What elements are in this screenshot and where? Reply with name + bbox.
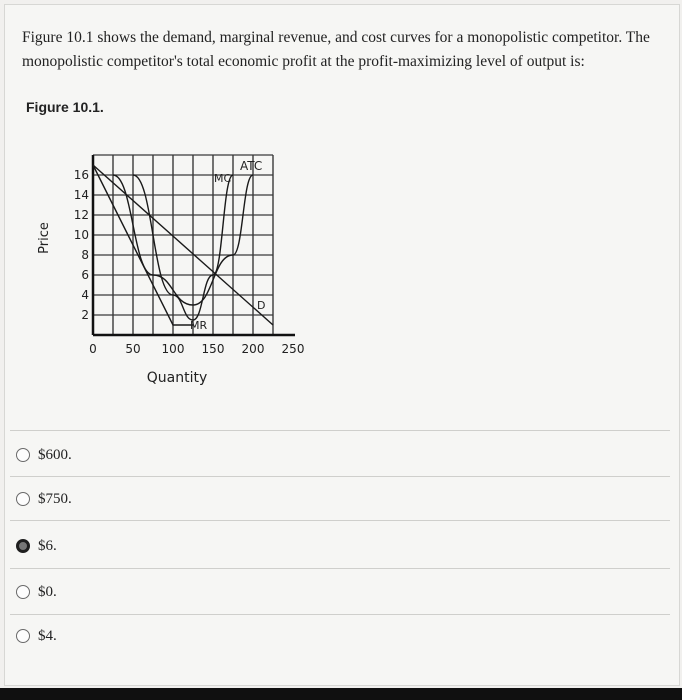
y-axis-label: Price	[37, 222, 52, 254]
curve-label-mr: MR	[190, 319, 208, 332]
option-4[interactable]	[16, 624, 57, 648]
curve-mc	[133, 175, 233, 320]
divider	[10, 614, 670, 615]
option-0[interactable]	[16, 580, 57, 604]
y-tick-label: 10	[73, 228, 89, 242]
y-tick-label: 12	[73, 208, 89, 222]
x-tick-label: 200	[241, 342, 265, 356]
curve-label-d: D	[257, 299, 266, 312]
divider	[10, 568, 670, 569]
question-line-1: Figure 10.1 shows the demand, marginal revenue, and cost curves for a monopolistic competitor. The	[22, 29, 650, 46]
x-tick-label: 250	[281, 342, 305, 356]
radio-button[interactable]	[16, 585, 30, 599]
x-tick-label: 150	[201, 342, 225, 356]
y-tick-label: 16	[73, 168, 89, 182]
divider	[10, 520, 670, 521]
y-tick-label: 4	[81, 288, 89, 302]
x-axis-label: Quantity	[146, 370, 208, 386]
divider	[10, 430, 670, 431]
figure-label: Figure 10.1.	[26, 99, 104, 115]
chart	[28, 150, 328, 390]
y-tick-label: 6	[81, 268, 89, 282]
x-tick-label: 50	[125, 342, 141, 356]
radio-button[interactable]	[16, 448, 30, 462]
curve-label-mc: MC	[214, 172, 232, 185]
curves	[93, 165, 273, 325]
question-text	[22, 26, 672, 74]
option-label: $0.	[38, 583, 57, 600]
curve-label-atc: ATC	[240, 159, 263, 173]
option-label: $4.	[38, 627, 57, 644]
x-tick-label: 0	[89, 342, 97, 356]
y-tick-label: 8	[81, 248, 89, 262]
question-line-2: monopolistic competitor's total economic profit at the profit-maximizing level of output is:	[22, 53, 585, 70]
option-label: $600.	[38, 446, 72, 463]
option-750[interactable]	[16, 487, 72, 511]
option-label: $750.	[38, 490, 72, 507]
y-ticks	[74, 168, 89, 322]
x-ticks	[89, 342, 304, 356]
y-tick-label: 14	[73, 188, 89, 202]
option-label: $6.	[38, 537, 57, 554]
y-tick-label: 2	[81, 308, 89, 322]
divider	[10, 476, 670, 477]
option-600[interactable]	[16, 443, 72, 467]
radio-button[interactable]	[16, 629, 30, 643]
x-tick-label: 100	[161, 342, 185, 356]
radio-button[interactable]	[16, 492, 30, 506]
option-6[interactable]	[16, 534, 57, 558]
radio-button-selected[interactable]	[16, 539, 30, 553]
bottom-bar	[0, 688, 682, 700]
